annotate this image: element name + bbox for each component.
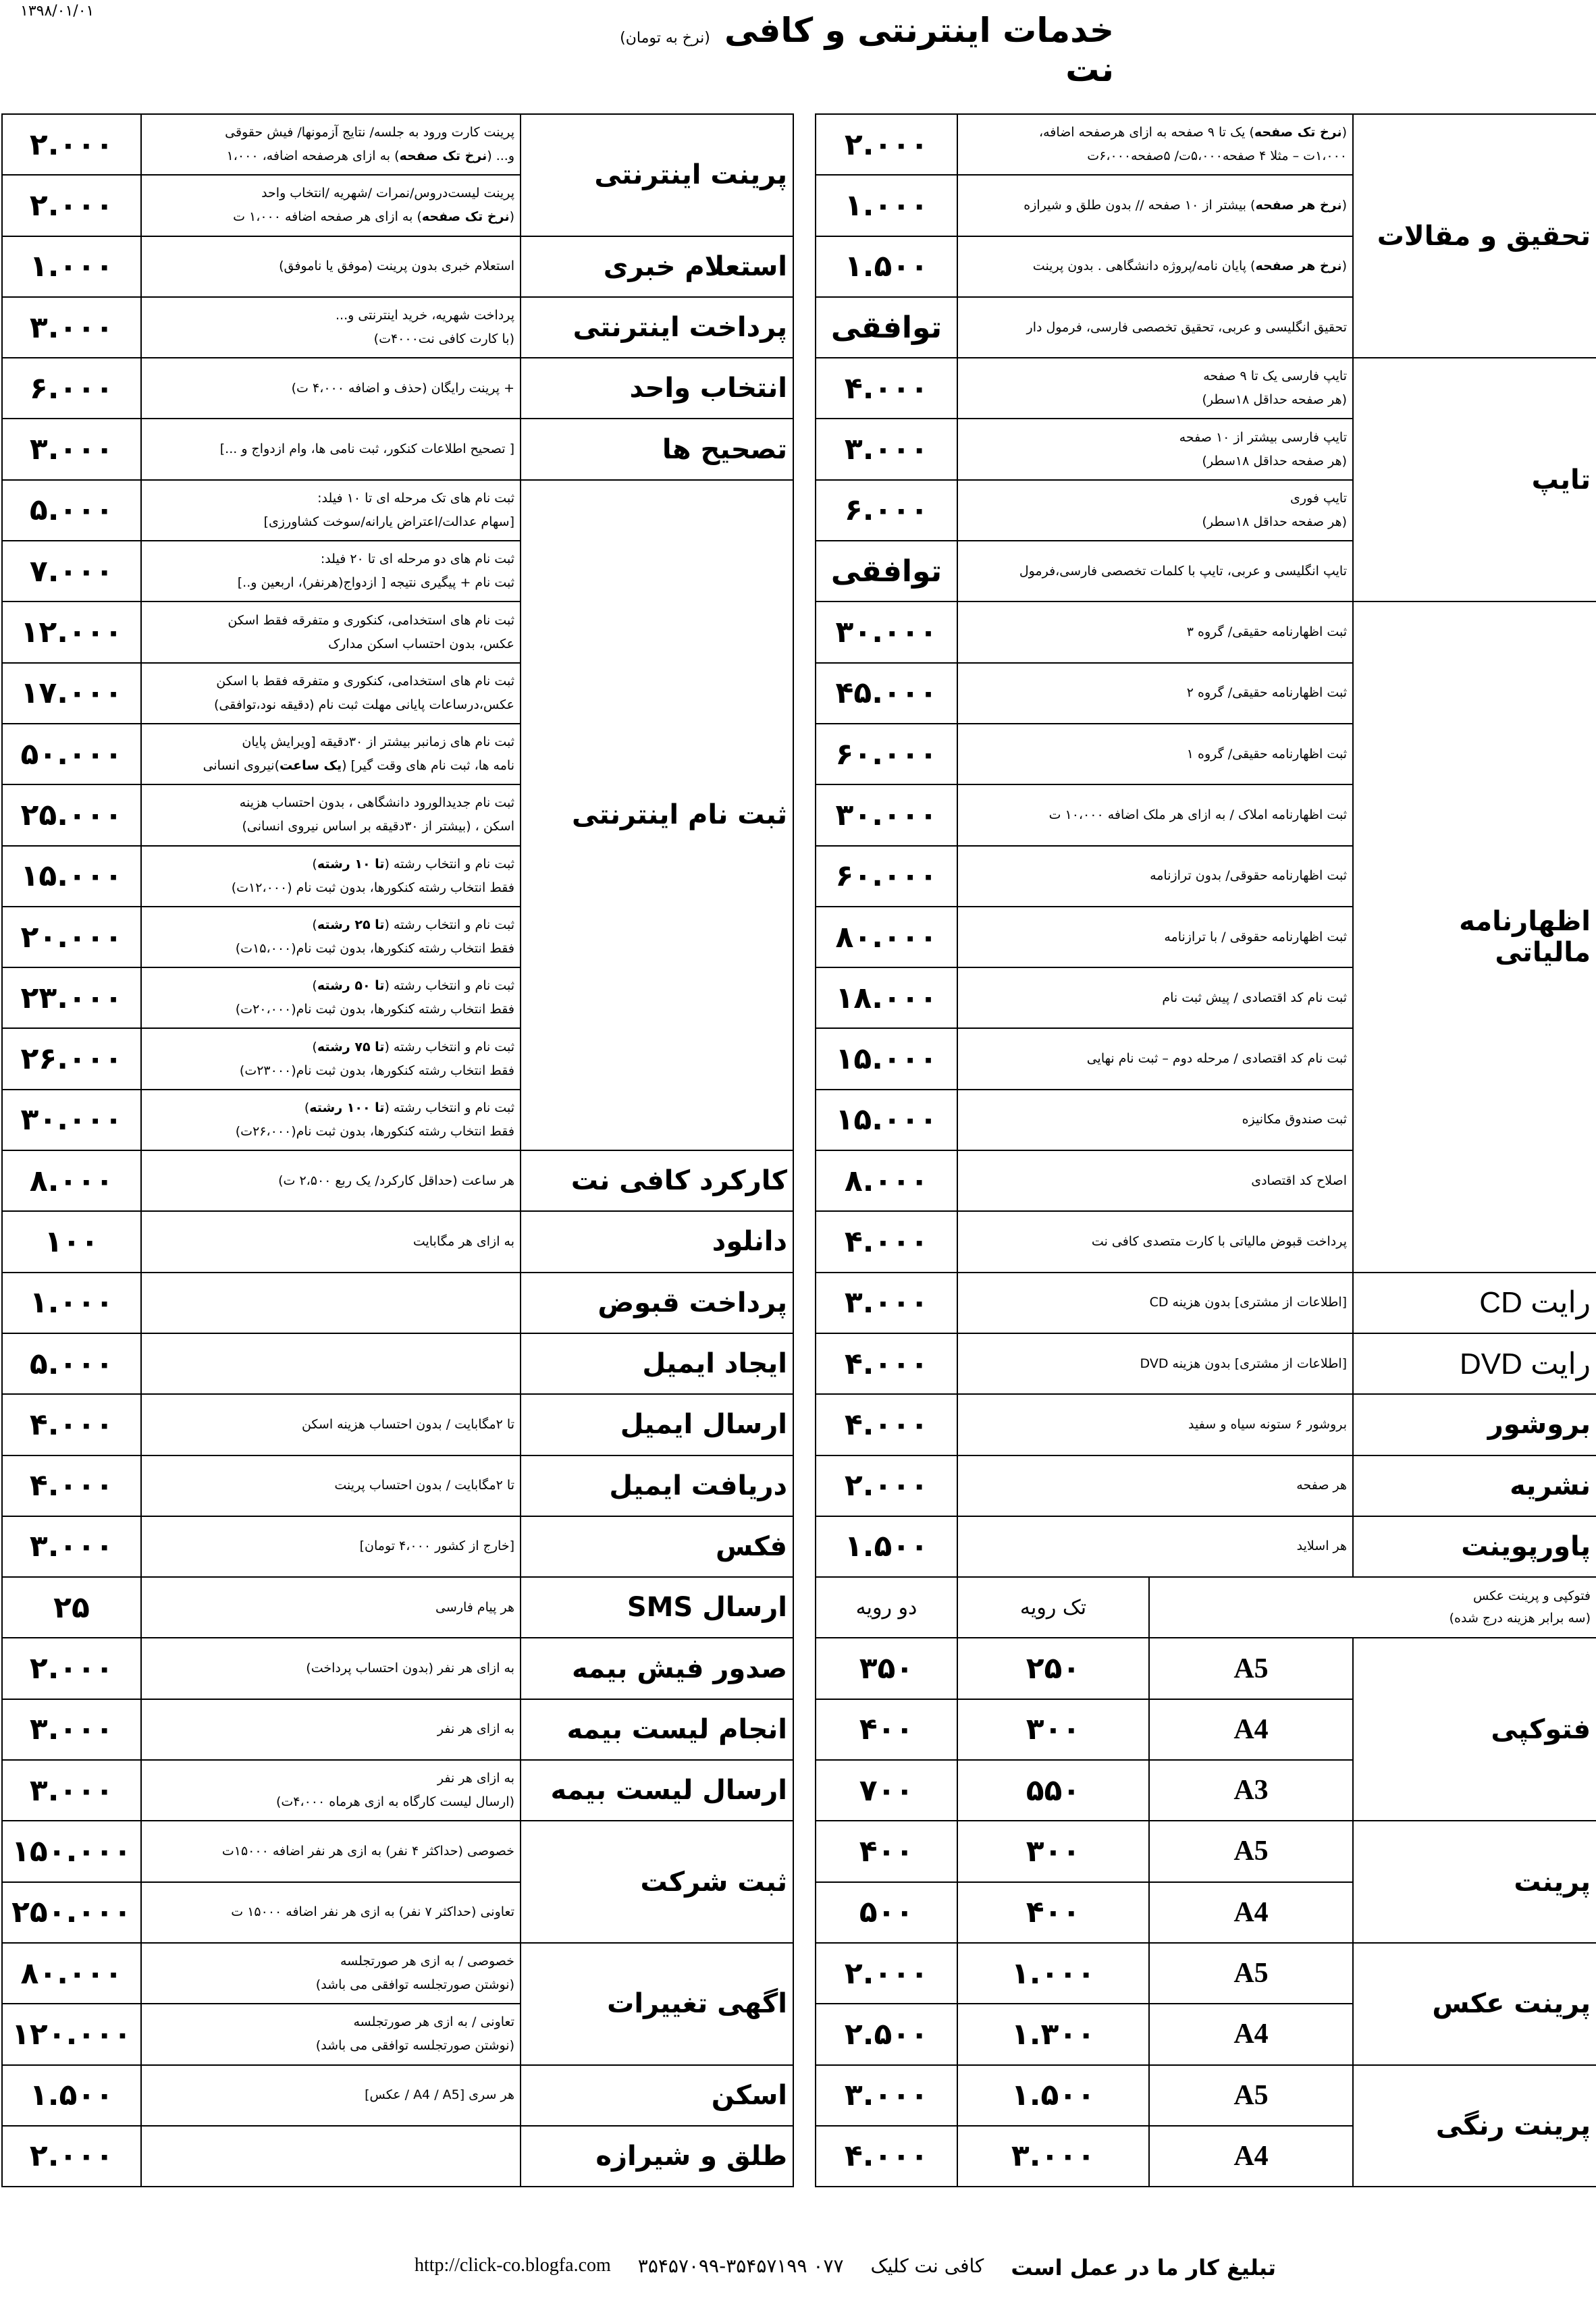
- price-cell: ۱۵.۰۰۰: [816, 1090, 957, 1150]
- description-cell: تعاونی (حداکثر ۷ نفر) به ازی هر نفر اضافه ۱۵۰۰۰ ت: [141, 1882, 521, 1943]
- description-cell: ثبت نام و انتخاب رشته (تا ۲۵ رشته) فقط انتخاب رشته کنکورها، بدون ثبت نام(۱۵،۰۰۰ت): [141, 907, 521, 967]
- description-cell: ثبت اظهارنامه حقوقی / با ترازنامه: [957, 907, 1353, 967]
- description-cell: هر اسلاید: [957, 1516, 1353, 1577]
- price-cell: ۱۰۰: [2, 1211, 141, 1272]
- single-sided-price: ۳۰۰: [957, 1699, 1149, 1760]
- description-cell: پرینت لیست‌دروس/نمرات /شهریه /انتخاب واحد (نرخ تک صفحه) به ازای هر صفحه اضافه ۱،۰۰۰ ت: [141, 175, 521, 236]
- price-cell: ۵.۰۰۰: [2, 1333, 141, 1394]
- price-cell: ۳.۰۰۰: [2, 1699, 141, 1760]
- description-cell: به ازای هر مگابایت: [141, 1211, 521, 1272]
- paper-size: A5: [1149, 2065, 1353, 2126]
- price-cell: ۸۰.۰۰۰: [2, 1943, 141, 2004]
- price-cell: ۳.۰۰۰: [816, 419, 957, 479]
- price-cell: ۲۵: [2, 1577, 141, 1638]
- description-cell: پرداخت شهریه، خرید اینترنتی و... (با کارت کافی نت۴۰۰۰ت): [141, 297, 521, 358]
- description-cell: هر پیام فارسی: [141, 1577, 521, 1638]
- price-cell: ۴.۰۰۰: [816, 1394, 957, 1455]
- price-cell: ۲۳.۰۰۰: [2, 967, 141, 1028]
- table-row: [2, 1760, 793, 1821]
- category-cell: انجام لیست بیمه: [521, 1699, 793, 1760]
- category-cell: پرداخت قبوض: [521, 1273, 793, 1333]
- single-sided-price: ۳.۰۰۰: [957, 2126, 1149, 2187]
- table-row: [816, 602, 1596, 662]
- description-cell: بروشور ۶ ستونه سیاه و سفید: [957, 1394, 1353, 1455]
- table-row: [2, 1699, 793, 1760]
- table-row: [2, 1273, 793, 1333]
- description-cell: (نرخ هر صفحه) پایان نامه/پروژه دانشگاهی . بدون پرینت: [957, 236, 1353, 297]
- table-row: [2, 297, 793, 358]
- description-cell: ثبت نام کد اقتصادی / مرحله دوم – ثبت نام نهایی: [957, 1028, 1353, 1089]
- copy-description-header: فتوکپی و پرینت عکس (سه برابر هزینه درج شده): [1149, 1577, 1596, 1638]
- category-cell: تحقیق و مقالات: [1353, 114, 1596, 358]
- right-price-table: [815, 113, 1596, 2187]
- single-sided-header: تک رویه: [957, 1577, 1149, 1638]
- page-subtitle: (نرخ به تومان): [620, 30, 710, 47]
- description-cell: خصوصی (حداکثر ۴ نفر) به ازی هر نفر اضافه ۱۵۰۰۰ت: [141, 1821, 521, 1881]
- price-cell: ۷.۰۰۰: [2, 541, 141, 602]
- price-cell: ۳.۰۰۰: [2, 297, 141, 358]
- date: ۱۳۹۸/۰۱/۰۱: [20, 3, 95, 20]
- description-cell: تایپ فوری (هر صفحه حداقل ۱۸سطر): [957, 480, 1353, 541]
- description-cell: [اطلاعات از مشتری] بدون هزینه CD: [957, 1273, 1353, 1333]
- description-cell: هر صفحه: [957, 1455, 1353, 1516]
- table-row: [2, 2065, 793, 2126]
- footer-phone: ۰۷۷ ۳۵۴۵۷۰۹۹-۳۵۴۵۷۱۹۹: [637, 2255, 844, 2277]
- single-sided-price: ۱.۰۰۰: [957, 1943, 1149, 2004]
- description-cell: ثبت نام و انتخاب رشته (تا ۱۰ رشته) فقط انتخاب رشته کنکورها، بدون ثبت نام (۱۲،۰۰۰ت): [141, 846, 521, 907]
- single-sided-price: ۱.۵۰۰: [957, 2065, 1149, 2126]
- table-row: [816, 1821, 1596, 1881]
- paper-size: A3: [1149, 1760, 1353, 1821]
- paper-size: A4: [1149, 1699, 1353, 1760]
- description-cell: ثبت اظهارنامه حقوقی/ بدون ترازنامه: [957, 846, 1353, 907]
- single-sided-price: ۴۰۰: [957, 1882, 1149, 1943]
- description-cell: ثبت نام و انتخاب رشته (تا ۵۰ رشته) فقط انتخاب رشته کنکورها، بدون ثبت نام(۲۰،۰۰۰ت): [141, 967, 521, 1028]
- price-cell: ۲.۰۰۰: [2, 175, 141, 236]
- description-cell: تحقیق انگلیسی و عربی، تحقیق تخصصی فارسی، فرمول دار: [957, 297, 1353, 358]
- table-row: [2, 236, 793, 297]
- category-cell: تصحیح ها: [521, 419, 793, 479]
- category-cell: دریافت ایمیل: [521, 1455, 793, 1516]
- price-cell: ۶۰.۰۰۰: [816, 724, 957, 784]
- category-cell: کارکرد کافی نت: [521, 1150, 793, 1211]
- category-cell: ثبت نام اینترنتی: [521, 480, 793, 1150]
- price-cell: ۸۰.۰۰۰: [816, 907, 957, 967]
- paper-size: A4: [1149, 2004, 1353, 2064]
- price-cell: ۶.۰۰۰: [816, 480, 957, 541]
- price-cell: ۳.۰۰۰: [2, 419, 141, 479]
- description-cell: (نرخ هر صفحه) بیشتر از ۱۰ صفحه // بدون طلق و شیرازه: [957, 175, 1353, 236]
- footer-slogan: تبلیغ کار ما در عمل است: [1011, 2255, 1276, 2280]
- category-cell: پرینت: [1353, 1821, 1596, 1943]
- table-row: [816, 1333, 1596, 1394]
- category-cell: نشریه: [1353, 1455, 1596, 1516]
- category-cell: ارسال ایمیل: [521, 1394, 793, 1455]
- price-cell: ۳۰.۰۰۰: [2, 1090, 141, 1150]
- price-cell: ۱.۵۰۰: [816, 1516, 957, 1577]
- price-cell: ۳۰.۰۰۰: [816, 602, 957, 662]
- double-sided-header: دو رویه: [816, 1577, 957, 1638]
- category-cell: پرداخت اینترنتی: [521, 297, 793, 358]
- description-cell: ثبت نام های استخدامی، کنکوری و متفرقه فقط اسکن عکس، بدون احتساب اسکن مدارک: [141, 602, 521, 662]
- description-cell: ثبت اظهارنامه حقیقی/ گروه ۳: [957, 602, 1353, 662]
- price-cell: ۱۷.۰۰۰: [2, 663, 141, 724]
- description-cell: تا ۲مگابایت / بدون احتساب پرینت: [141, 1455, 521, 1516]
- description-cell: ثبت اظهارنامه املاک / به ازای هر ملک اضافه ۱۰،۰۰۰ ت: [957, 784, 1353, 845]
- price-cell: ۵.۰۰۰: [2, 480, 141, 541]
- description-cell: خصوصی / به ازی هر صورتجلسه (نوشتن صورتجلسه توافقی می باشد): [141, 1943, 521, 2004]
- description-cell: اصلاح کد اقتصادی: [957, 1150, 1353, 1211]
- price-cell: توافقی: [816, 297, 957, 358]
- category-cell: پرینت عکس: [1353, 1943, 1596, 2065]
- price-cell: ۸.۰۰۰: [2, 1150, 141, 1211]
- description-cell: استعلام خبری بدون پرینت (موفق یا ناموفق): [141, 236, 521, 297]
- category-cell: فتوکپی: [1353, 1638, 1596, 1821]
- description-cell: هر ساعت (حداقل کارکرد/ یک ربع ۲،۵۰۰ ت): [141, 1150, 521, 1211]
- category-cell: انتخاب واحد: [521, 358, 793, 419]
- table-row: [2, 419, 793, 479]
- description-cell: تایپ فارسی بیشتر از ۱۰ صفحه (هر صفحه حداقل ۱۸سطر): [957, 419, 1353, 479]
- table-row: [2, 480, 793, 541]
- price-cell: ۳.۰۰۰: [2, 1760, 141, 1821]
- price-cell: ۶.۰۰۰: [2, 358, 141, 419]
- category-cell: بروشور: [1353, 1394, 1596, 1455]
- price-cell: ۳.۰۰۰: [816, 1273, 957, 1333]
- paper-size: A4: [1149, 1882, 1353, 1943]
- description-cell: [141, 1333, 521, 1394]
- description-cell: پرینت کارت ورود به جلسه/ نتایج آزمونها/ فیش حقوقی و... (نرخ تک صفحه) به ازای هرصفحه اضافه، ۱،۰۰۰: [141, 114, 521, 175]
- price-cell: ۱.۰۰۰: [816, 175, 957, 236]
- description-cell: (نرخ تک صفحه) یک تا ۹ صفحه به ازای هرصفحه اضافه، ۱،۰۰۰ت – مثلا ۴ صفحه۵،۰۰۰ت/ ۵صفحه۶،۰۰۰ت: [957, 114, 1353, 175]
- footer: [358, 2255, 1276, 2280]
- category-cell: فکس: [521, 1516, 793, 1577]
- description-cell: [خارج از کشور ۴،۰۰۰ تومان]: [141, 1516, 521, 1577]
- description-cell: ثبت نام کد اقتصادی / پیش ثبت نام: [957, 967, 1353, 1028]
- category-cell: رایت CD: [1353, 1273, 1596, 1333]
- single-sided-price: ۵۵۰: [957, 1760, 1149, 1821]
- category-cell: ارسال SMS: [521, 1577, 793, 1638]
- price-cell: ۲۶.۰۰۰: [2, 1028, 141, 1089]
- price-cell: ۳.۰۰۰: [2, 1516, 141, 1577]
- description-cell: تایپ فارسی یک تا ۹ صفحه (هر صفحه حداقل ۱۸سطر): [957, 358, 1353, 419]
- category-cell: پرینت اینترنتی: [521, 114, 793, 236]
- category-cell: دانلود: [521, 1211, 793, 1272]
- table-row: [2, 1333, 793, 1394]
- paper-size: A4: [1149, 2126, 1353, 2187]
- table-row: [2, 114, 793, 175]
- description-cell: ثبت نام های دو مرحله ای تا ۲۰ فیلد: ثبت نام + پیگیری نتیجه [ ازدواج(هرنفر)، اربعین و..]: [141, 541, 521, 602]
- description-cell: به ازای هر نفر (ارسال لیست کارگاه به ازی هرماه ۴،۰۰۰ت): [141, 1760, 521, 1821]
- copy-header-row: [816, 1577, 1596, 1638]
- price-cell: ۴.۰۰۰: [816, 358, 957, 419]
- table-row: [816, 114, 1596, 175]
- category-cell: پاورپوینت: [1353, 1516, 1596, 1577]
- description-cell: ثبت صندوق مکانیزه: [957, 1090, 1353, 1150]
- price-cell: ۴.۰۰۰: [2, 1455, 141, 1516]
- double-sided-price: ۴.۰۰۰: [816, 2126, 957, 2187]
- price-cell: ۴۵.۰۰۰: [816, 663, 957, 724]
- table-row: [2, 1211, 793, 1272]
- price-cell: ۱۲.۰۰۰: [2, 602, 141, 662]
- table-row: [816, 1394, 1596, 1455]
- price-cell: ۲.۰۰۰: [816, 1455, 957, 1516]
- table-row: [2, 1943, 793, 2004]
- footer-url: http://click-co.blogfa.com: [414, 2255, 611, 2276]
- category-cell: صدور فیش بیمه: [521, 1638, 793, 1699]
- description-cell: [141, 1273, 521, 1333]
- description-cell: هر سری [A4 / A5 / عکس]: [141, 2065, 521, 2126]
- description-cell: به ازای هر نفر: [141, 1699, 521, 1760]
- price-cell: ۳۰.۰۰۰: [816, 784, 957, 845]
- price-cell: ۵۰.۰۰۰: [2, 724, 141, 784]
- description-cell: ثبت اظهارنامه حقیقی/ گروه ۲: [957, 663, 1353, 724]
- page-title: خدمات اینترنتی و کافی نت: [724, 11, 1114, 89]
- table-row: [2, 1394, 793, 1455]
- table-row: [2, 1638, 793, 1699]
- price-cell: ۱.۵۰۰: [816, 236, 957, 297]
- double-sided-price: ۵۰۰: [816, 1882, 957, 1943]
- price-cell: ۲.۰۰۰: [816, 114, 957, 175]
- category-cell: اگهی تغییرات: [521, 1943, 793, 2065]
- description-cell: ثبت نام جدیدالورود دانشگاهی ، بدون احتساب هزینه اسکن ، (بیشتر از ۳۰دقیقه بر اساس نیروی انسانی): [141, 784, 521, 845]
- description-cell: ثبت نام و انتخاب رشته (تا ۷۵ رشته) فقط انتخاب رشته کنکورها، بدون ثبت نام(۲۳۰۰۰ت): [141, 1028, 521, 1089]
- category-cell: اسکن: [521, 2065, 793, 2126]
- price-cell: ۱.۰۰۰: [2, 1273, 141, 1333]
- description-cell: [141, 2126, 521, 2187]
- price-cell: ۱۲۰.۰۰۰: [2, 2004, 141, 2064]
- price-cell: ۱۵.۰۰۰: [816, 1028, 957, 1089]
- description-cell: ثبت اظهارنامه حقیقی/ گروه ۱: [957, 724, 1353, 784]
- price-cell: ۸.۰۰۰: [816, 1150, 957, 1211]
- table-row: [816, 2065, 1596, 2126]
- price-cell: ۲.۰۰۰: [2, 2126, 141, 2187]
- double-sided-price: ۳.۰۰۰: [816, 2065, 957, 2126]
- description-cell: + پرینت رایگان (حذف و اضافه ۴،۰۰۰ ت): [141, 358, 521, 419]
- description-cell: ثبت نام های استخدامی، کنکوری و متفرقه فقط با اسکن عکس،درساعات پایانی مهلت ثبت نام (دقیقه نود،توافقی): [141, 663, 521, 724]
- price-cell: ۱۵۰.۰۰۰: [2, 1821, 141, 1881]
- price-cell: توافقی: [816, 541, 957, 602]
- price-cell: ۶۰.۰۰۰: [816, 846, 957, 907]
- price-cell: ۲۵.۰۰۰: [2, 784, 141, 845]
- price-cell: ۲.۰۰۰: [2, 114, 141, 175]
- category-cell: ثبت شرکت: [521, 1821, 793, 1943]
- table-row: [816, 1455, 1596, 1516]
- single-sided-price: ۳۰۰: [957, 1821, 1149, 1881]
- table-row: [2, 1516, 793, 1577]
- price-cell: ۱.۵۰۰: [2, 2065, 141, 2126]
- description-cell: تا ۲مگابایت / بدون احتساب هزینه اسکن: [141, 1394, 521, 1455]
- double-sided-price: ۴۰۰: [816, 1699, 957, 1760]
- left-price-table: [1, 113, 794, 2187]
- paper-size: A5: [1149, 1638, 1353, 1699]
- double-sided-price: ۳۵۰: [816, 1638, 957, 1699]
- table-row: [2, 1821, 793, 1881]
- description-cell: ثبت نام های زمانبر بیشتر از ۳۰دقیقه [ویرایش پایان نامه ها، ثبت نام های وقت گیر] (یک ساعت)نیروی انسانی: [141, 724, 521, 784]
- price-cell: ۴.۰۰۰: [2, 1394, 141, 1455]
- price-cell: ۲.۰۰۰: [2, 1638, 141, 1699]
- single-sided-price: ۱.۳۰۰: [957, 2004, 1149, 2064]
- table-row: [816, 358, 1596, 419]
- price-cell: ۲۵۰.۰۰۰: [2, 1882, 141, 1943]
- description-cell: تایپ انگلیسی و عربی، تایپ با کلمات تخصصی فارسی،فرمول: [957, 541, 1353, 602]
- paper-size: A5: [1149, 1943, 1353, 2004]
- category-cell: ایجاد ایمیل: [521, 1333, 793, 1394]
- table-row: [816, 1273, 1596, 1333]
- category-cell: طلق و شیرازه: [521, 2126, 793, 2187]
- price-cell: ۱.۰۰۰: [2, 236, 141, 297]
- double-sided-price: ۴۰۰: [816, 1821, 957, 1881]
- description-cell: [اطلاعات از مشتری] بدون هزینه DVD: [957, 1333, 1353, 1394]
- description-cell: پرداخت قبوض مالیاتی با کارت متصدی کافی نت: [957, 1211, 1353, 1272]
- category-cell: استعلام خبری: [521, 236, 793, 297]
- table-row: [2, 1150, 793, 1211]
- double-sided-price: ۷۰۰: [816, 1760, 957, 1821]
- table-row: [2, 2126, 793, 2187]
- description-cell: ثبت نام و انتخاب رشته (تا ۱۰۰ رشته) فقط انتخاب رشته کنکورها، بدون ثبت نام(۲۶،۰۰۰ت): [141, 1090, 521, 1150]
- table-row: [816, 1638, 1596, 1699]
- price-cell: ۲۰.۰۰۰: [2, 907, 141, 967]
- paper-size: A5: [1149, 1821, 1353, 1881]
- single-sided-price: ۲۵۰: [957, 1638, 1149, 1699]
- table-row: [816, 1516, 1596, 1577]
- price-cell: ۱۵.۰۰۰: [2, 846, 141, 907]
- category-cell: پرینت رنگی: [1353, 2065, 1596, 2187]
- category-cell: اظهارنامه مالیاتی: [1353, 602, 1596, 1272]
- footer-shop-name: کافی نت کلیک: [870, 2255, 984, 2277]
- table-row: [816, 1943, 1596, 2004]
- double-sided-price: ۲.۰۰۰: [816, 1943, 957, 2004]
- description-cell: ثبت نام های تک مرحله ای تا ۱۰ فیلد: [سهام عدالت/اعتراض یارانه/سوخت کشاورزی]: [141, 480, 521, 541]
- description-cell: به ازای هر نفر (بدون احتساب پرداخت): [141, 1638, 521, 1699]
- category-cell: تایپ: [1353, 358, 1596, 602]
- table-row: [2, 1455, 793, 1516]
- description-cell: تعاونی / به ازی هر صورتجلسه (نوشتن صورتجلسه توافقی می باشد): [141, 2004, 521, 2064]
- price-cell: ۴.۰۰۰: [816, 1333, 957, 1394]
- double-sided-price: ۲.۵۰۰: [816, 2004, 957, 2064]
- category-cell: رایت DVD: [1353, 1333, 1596, 1394]
- table-row: [2, 1577, 793, 1638]
- table-row: [2, 358, 793, 419]
- description-cell: [ تصحیح اطلاعات کنکور، ثبت نامی ها، وام ازدواج و ...]: [141, 419, 521, 479]
- price-cell: ۴.۰۰۰: [816, 1211, 957, 1272]
- price-cell: ۱۸.۰۰۰: [816, 967, 957, 1028]
- category-cell: ارسال لیست بیمه: [521, 1760, 793, 1821]
